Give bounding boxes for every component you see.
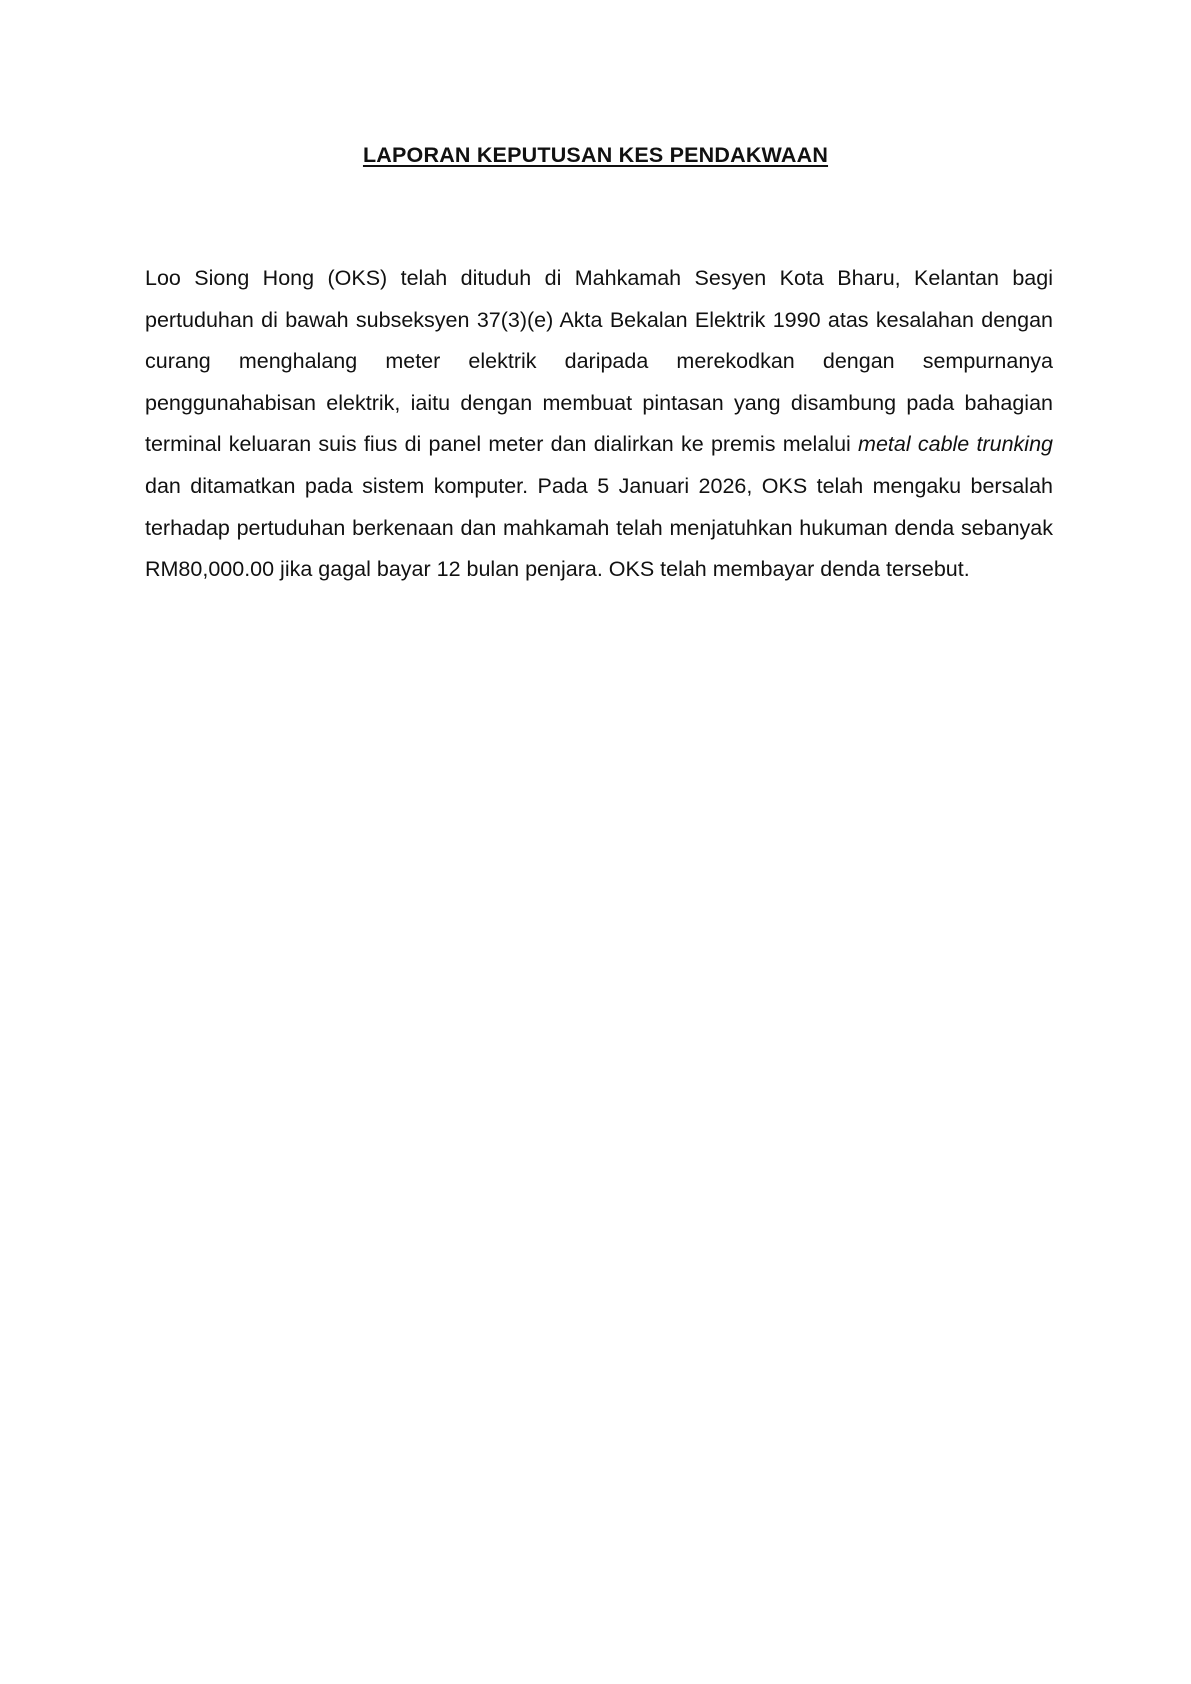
- italic-term-metal-cable-trunking: metal cable trunking: [858, 432, 1053, 457]
- paragraph-text-part1: Loo Siong Hong (OKS) telah dituduh di Mahkamah Sesyen Kota Bharu, Kelantan bagi pertuduhan di bawah subseksyen 37(3)(e) Akta Bekalan Elektrik 1990 atas kesalahan dengan curang menghalang meter elektrik daripada merekodkan dengan sempurnanya penggunahabisan elektrik, iaitu dengan membuat pintasan yang disambung pada bahagian terminal keluaran suis fius di panel meter dan dialirkan ke premis melalui: [145, 266, 1053, 457]
- document-title: LAPORAN KEPUTUSAN KES PENDAKWAAN: [362, 143, 829, 167]
- paragraph-text-part2: dan ditamatkan pada sistem komputer. Pada 5 Januari 2026, OKS telah mengaku bersalah terhadap pertuduhan berkenaan dan mahkamah telah menjatuhkan hukuman denda sebanyak RM80,000.00 jika gagal bayar 12 bulan penjara. OKS telah membayar denda tersebut.: [145, 473, 1053, 582]
- case-summary-paragraph: [145, 258, 1053, 591]
